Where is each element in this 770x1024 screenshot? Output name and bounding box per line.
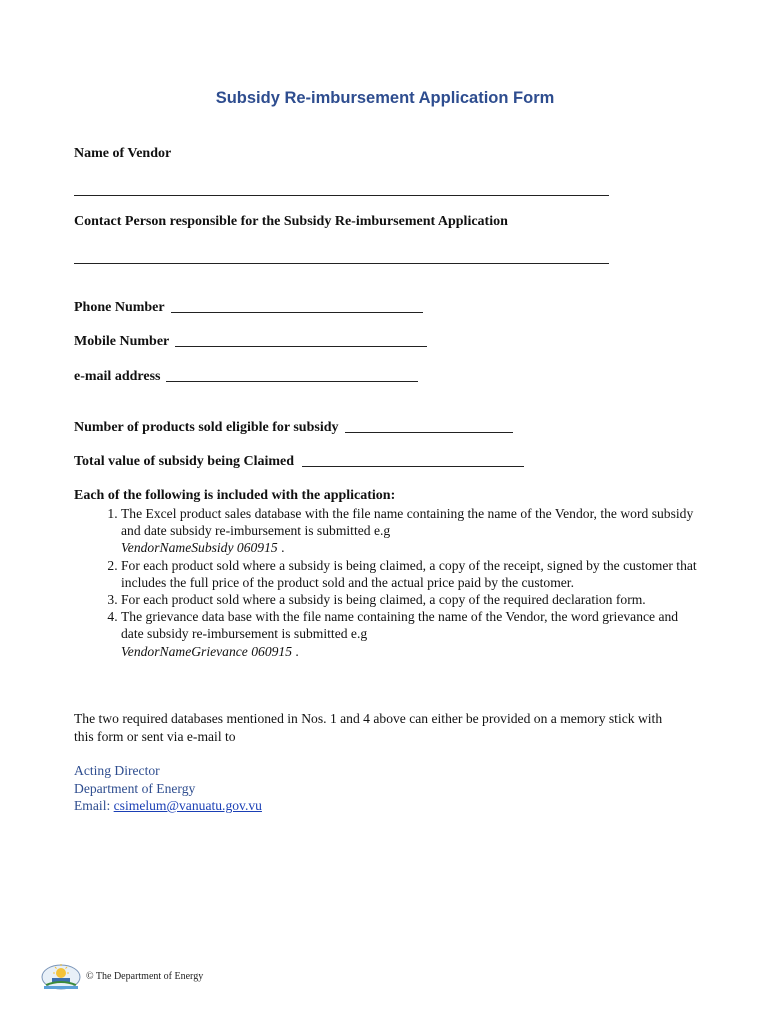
footer xyxy=(40,961,203,991)
checklist-item-example: VendorNameSubsidy 060915 xyxy=(121,540,278,556)
phone-line[interactable] xyxy=(171,300,423,313)
mobile-line[interactable] xyxy=(175,334,427,347)
checklist xyxy=(74,505,701,660)
footer-copyright: © The Department of Energy xyxy=(86,970,204,982)
checklist-item xyxy=(121,505,701,557)
checklist-item-text: For each product sold where a subsidy is being claimed, a copy of the required declaration form. xyxy=(121,592,646,608)
products-row xyxy=(74,420,513,436)
total-label: Total value of subsidy being Claimed xyxy=(74,454,295,469)
products-label: Number of products sold eligible for subsidy xyxy=(74,420,339,435)
contact-email-prefix: Email: xyxy=(74,798,114,813)
email-line[interactable] xyxy=(166,369,418,382)
checklist-item-suffix: . xyxy=(292,643,299,659)
submission-note: The two required databases mentioned in Nos. 1 and 4 above can either be provided on a memory stick with this form or sent via e-mail to xyxy=(74,711,663,744)
checklist-item-text: The grievance data base with the file name containing the name of the Vendor, the word grievance and date subsidy re-imbursement is submitted e.g xyxy=(121,609,679,642)
contact-department: Department of Energy xyxy=(74,780,196,796)
checklist-item xyxy=(121,591,701,608)
checklist-item-text: The Excel product sales database with the file name containing the name of the Vendor, the word subsidy and date subsidy re-imbursement is submitted e.g xyxy=(121,506,694,539)
total-row xyxy=(74,454,524,470)
phone-label: Phone Number xyxy=(74,300,165,315)
email-row xyxy=(74,369,418,385)
contact-person-label: Contact Person responsible for the Subsidy Re-imbursement Application xyxy=(74,214,508,229)
checklist-item-example: VendorNameGrievance 060915 xyxy=(121,643,293,659)
checklist-item-text: For each product sold where a subsidy is being claimed, a copy of the receipt, signed by the customer that includes the full price of the product sold and the actual price paid by the customer. xyxy=(121,557,697,590)
vendor-name-label: Name of Vendor xyxy=(74,146,172,161)
department-of-energy-logo-icon xyxy=(40,961,82,991)
products-line[interactable] xyxy=(345,420,513,433)
mobile-row xyxy=(74,334,427,350)
contact-title: Acting Director xyxy=(74,763,160,778)
checklist-item xyxy=(121,608,701,660)
checklist-item-suffix: . xyxy=(277,540,285,556)
vendor-name-line[interactable] xyxy=(74,195,609,196)
phone-row xyxy=(74,300,423,316)
contact-block xyxy=(74,762,262,815)
checklist-intro: Each of the following is included with the application: xyxy=(74,488,396,503)
contact-person-line[interactable] xyxy=(74,263,609,264)
email-label: e-mail address xyxy=(74,369,161,384)
contact-email-row xyxy=(74,797,262,815)
mobile-label: Mobile Number xyxy=(74,334,170,349)
contact-email-link[interactable]: csimelum@vanuatu.gov.vu xyxy=(113,798,262,813)
checklist-item xyxy=(121,557,701,591)
form-title: Subsidy Re-imbursement Application Form xyxy=(215,89,555,107)
total-line[interactable] xyxy=(302,454,524,467)
